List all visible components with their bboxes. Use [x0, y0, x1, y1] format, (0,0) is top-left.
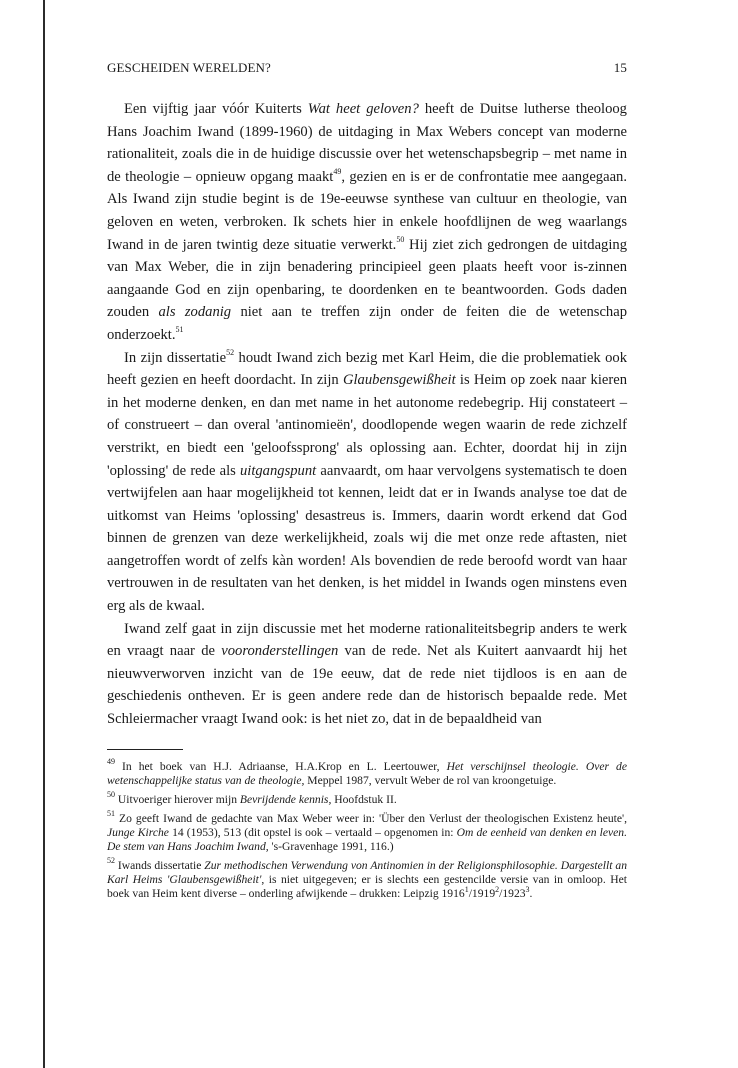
p2-text-f: aanvaardt, om haar vervolgens systematisch te doen vertwijfelen aan haar mogelijkheid tot kennen, leidt dat er in Iwands analyse toe dat de uitkomst van Heims 'oplossing' desastreus is. Immers, daarin wordt erkend dat God binnen de grenzen van deze werkelijkheid, zoals wij die met onze rede aftasten, niet aangetroffen wordt of zelfs kàn worden! Als bovendien de rede beroofd wordt van haar vertrouwen in de resultaten van het denken, is het middel in Iwands ogen minstens even erg als de kwaal.: [107, 462, 627, 615]
fn51-text-c: 14 (1953), 513 (dit opstel is ook – vertaald – opgenomen in:: [168, 826, 457, 839]
page-binding-edge: [43, 0, 45, 1068]
footnote-number: 49: [107, 756, 115, 766]
p1-italic-title: Wat heet geloven?: [307, 101, 419, 117]
footnote-number: 52: [107, 856, 115, 866]
running-head: [107, 60, 627, 76]
fn51-italic-title: Om de eenheid van denken en leven. De stem van Hans Joachim Iwand,: [107, 826, 627, 854]
book-page: [107, 60, 627, 906]
fn49-text-a: In het boek van H.J. Adriaanse, H.A.Krop en L. Leertouwer,: [115, 759, 447, 773]
footnote-separator: [107, 749, 183, 750]
fn49-italic-title: Het verschijnsel theologie. Over de wetenschappelijke status van de theologie,: [107, 759, 627, 787]
p2-text-b: houdt Iwand zich bezig met Karl Heim, die die problematiek ook heeft gezien en heeft doordacht. In zijn: [107, 349, 627, 389]
fn50-text-a: Uitvoeriger hierover mijn: [115, 792, 240, 806]
p1-text-d: , gezien en is er de confrontatie mee aangegaan. Als Iwand zijn studie begint is de 19e-eeuwse synthese van cultuur en theologie, van geloven en weten, verbroken. Ik schets hier in enkele hoofdlijnen de weg waarlangs Iwand in de jaren twintig deze situatie verwerkt.: [107, 168, 628, 253]
running-head-title: GESCHEIDEN WERELDEN?: [107, 60, 271, 75]
p3-italic-word: vooronderstellingen: [221, 643, 339, 660]
footnote-ref-51: 51: [175, 325, 184, 335]
fn52-text-a: Iwands dissertatie: [115, 859, 205, 873]
p2-text-a: In zijn dissertatie: [124, 349, 227, 366]
p1-text-g: niet aan te treffen zijn onder de feiten die de wetenschap onderzoekt.: [107, 304, 627, 343]
p1-text-c: heeft de Duitse lutherse theoloog Hans Joachim Iwand (1899-1960) de uitdaging in Max Webers concept van moderne rationaliteit, zoals die in de huidige discussie over het wetenschapsbegrip – met name in de theologie – opnieuw opgang maakt: [107, 101, 627, 185]
footnote-ref-49: 49: [333, 166, 342, 176]
edition-superscript: 3: [525, 884, 530, 894]
paragraph-2: [107, 347, 627, 618]
p2-italic-title: Glaubensgewißheit: [342, 372, 456, 389]
footnote-number: 51: [107, 809, 115, 819]
paragraph-3: [107, 618, 627, 731]
fn52-italic-title: Zur methodischen Verwendung von Antinomien in der Religionsphilosophie. Dargestellt an Karl Heims 'Glaubensgewißheit': [107, 859, 627, 887]
footnote-49: [107, 756, 627, 788]
p1-italic-phrase: als zodanig: [158, 304, 232, 321]
footnote-52: [107, 856, 627, 901]
footnotes: [107, 756, 627, 902]
body-text: [107, 98, 627, 731]
footnote-50: [107, 789, 627, 807]
p3-text-c: van de rede. Net als Kuitert aanvaardt hij het nieuwverworven inzicht van de 19e eeuw, dat de rede niet tijdloos is en aan de geschiedenis ontheven. Er is geen andere rede dan de historisch bepaalde rede. Met Schleiermacher vraagt Iwand ook: is het niet zo, dat in de bepaaldheid van: [107, 643, 627, 728]
fn50-italic-title: Bevrijdende kennis,: [239, 792, 332, 806]
paragraph-1: [107, 98, 627, 347]
footnote-number: 50: [107, 789, 115, 799]
p2-text-d: is Heim op zoek naar kieren in het moderne denken, en dan met name in het autonome redebegrip. Hij constateert – of construeert – dan overal 'antinomieën', doodlopende wegen waarin de rede zichzelf verstrikt, en biedt een 'geloofssprong' als oplossing aan. Echter, doordat hij in zijn 'oplossing' de rede als: [107, 372, 627, 479]
edition-superscript: 1: [464, 884, 469, 894]
p2-italic-word: uitgangspunt: [239, 462, 317, 479]
fn51-italic-journal: Junge Kirche: [107, 826, 169, 839]
fn51-text-a: Zo geeft Iwand de gedachte van Max Weber weer in: 'Über den Verlust der theologischen Existenz heute',: [115, 811, 627, 825]
fn52-text-d: /1919: [468, 887, 496, 901]
footnote-51: [107, 809, 627, 854]
fn52-text-e: /1923: [499, 887, 526, 901]
footnote-ref-50: 50: [396, 234, 405, 244]
fn52-text-c: , is niet uitgegeven; er is slechts een gestencilde versie van in omloop. Het boek van Heim kent diverse – onderling afwijkende – drukken: Leipzig 1916: [107, 873, 627, 901]
p1-text-e: Hij ziet zich gedrongen de uitdaging van Max Weber, die in zijn benadering principieel geen plaats heeft voor is-zinnen aangaande God en zijn openbaring, te doordenken en te beantwoorden. Gods daden zouden: [107, 236, 628, 321]
p1-text-a: Een vijftig jaar vóór Kuiterts: [124, 101, 308, 117]
p3-text-a: Iwand zelf gaat in zijn discussie met het moderne rationaliteitsbegrip anders te werk en vraagt naar de: [107, 620, 627, 660]
fn49-text-c: Meppel 1987, vervult Weber de rol van kroongetuige.: [304, 773, 557, 787]
fn52-text-f: .: [529, 887, 533, 901]
edition-superscript: 2: [495, 884, 500, 894]
page-number: 15: [613, 60, 627, 75]
fn50-text-c: Hoofdstuk II.: [331, 792, 397, 806]
fn51-text-e: 's-Gravenhage 1991, 116.): [268, 840, 394, 854]
footnote-ref-52: 52: [226, 347, 235, 357]
